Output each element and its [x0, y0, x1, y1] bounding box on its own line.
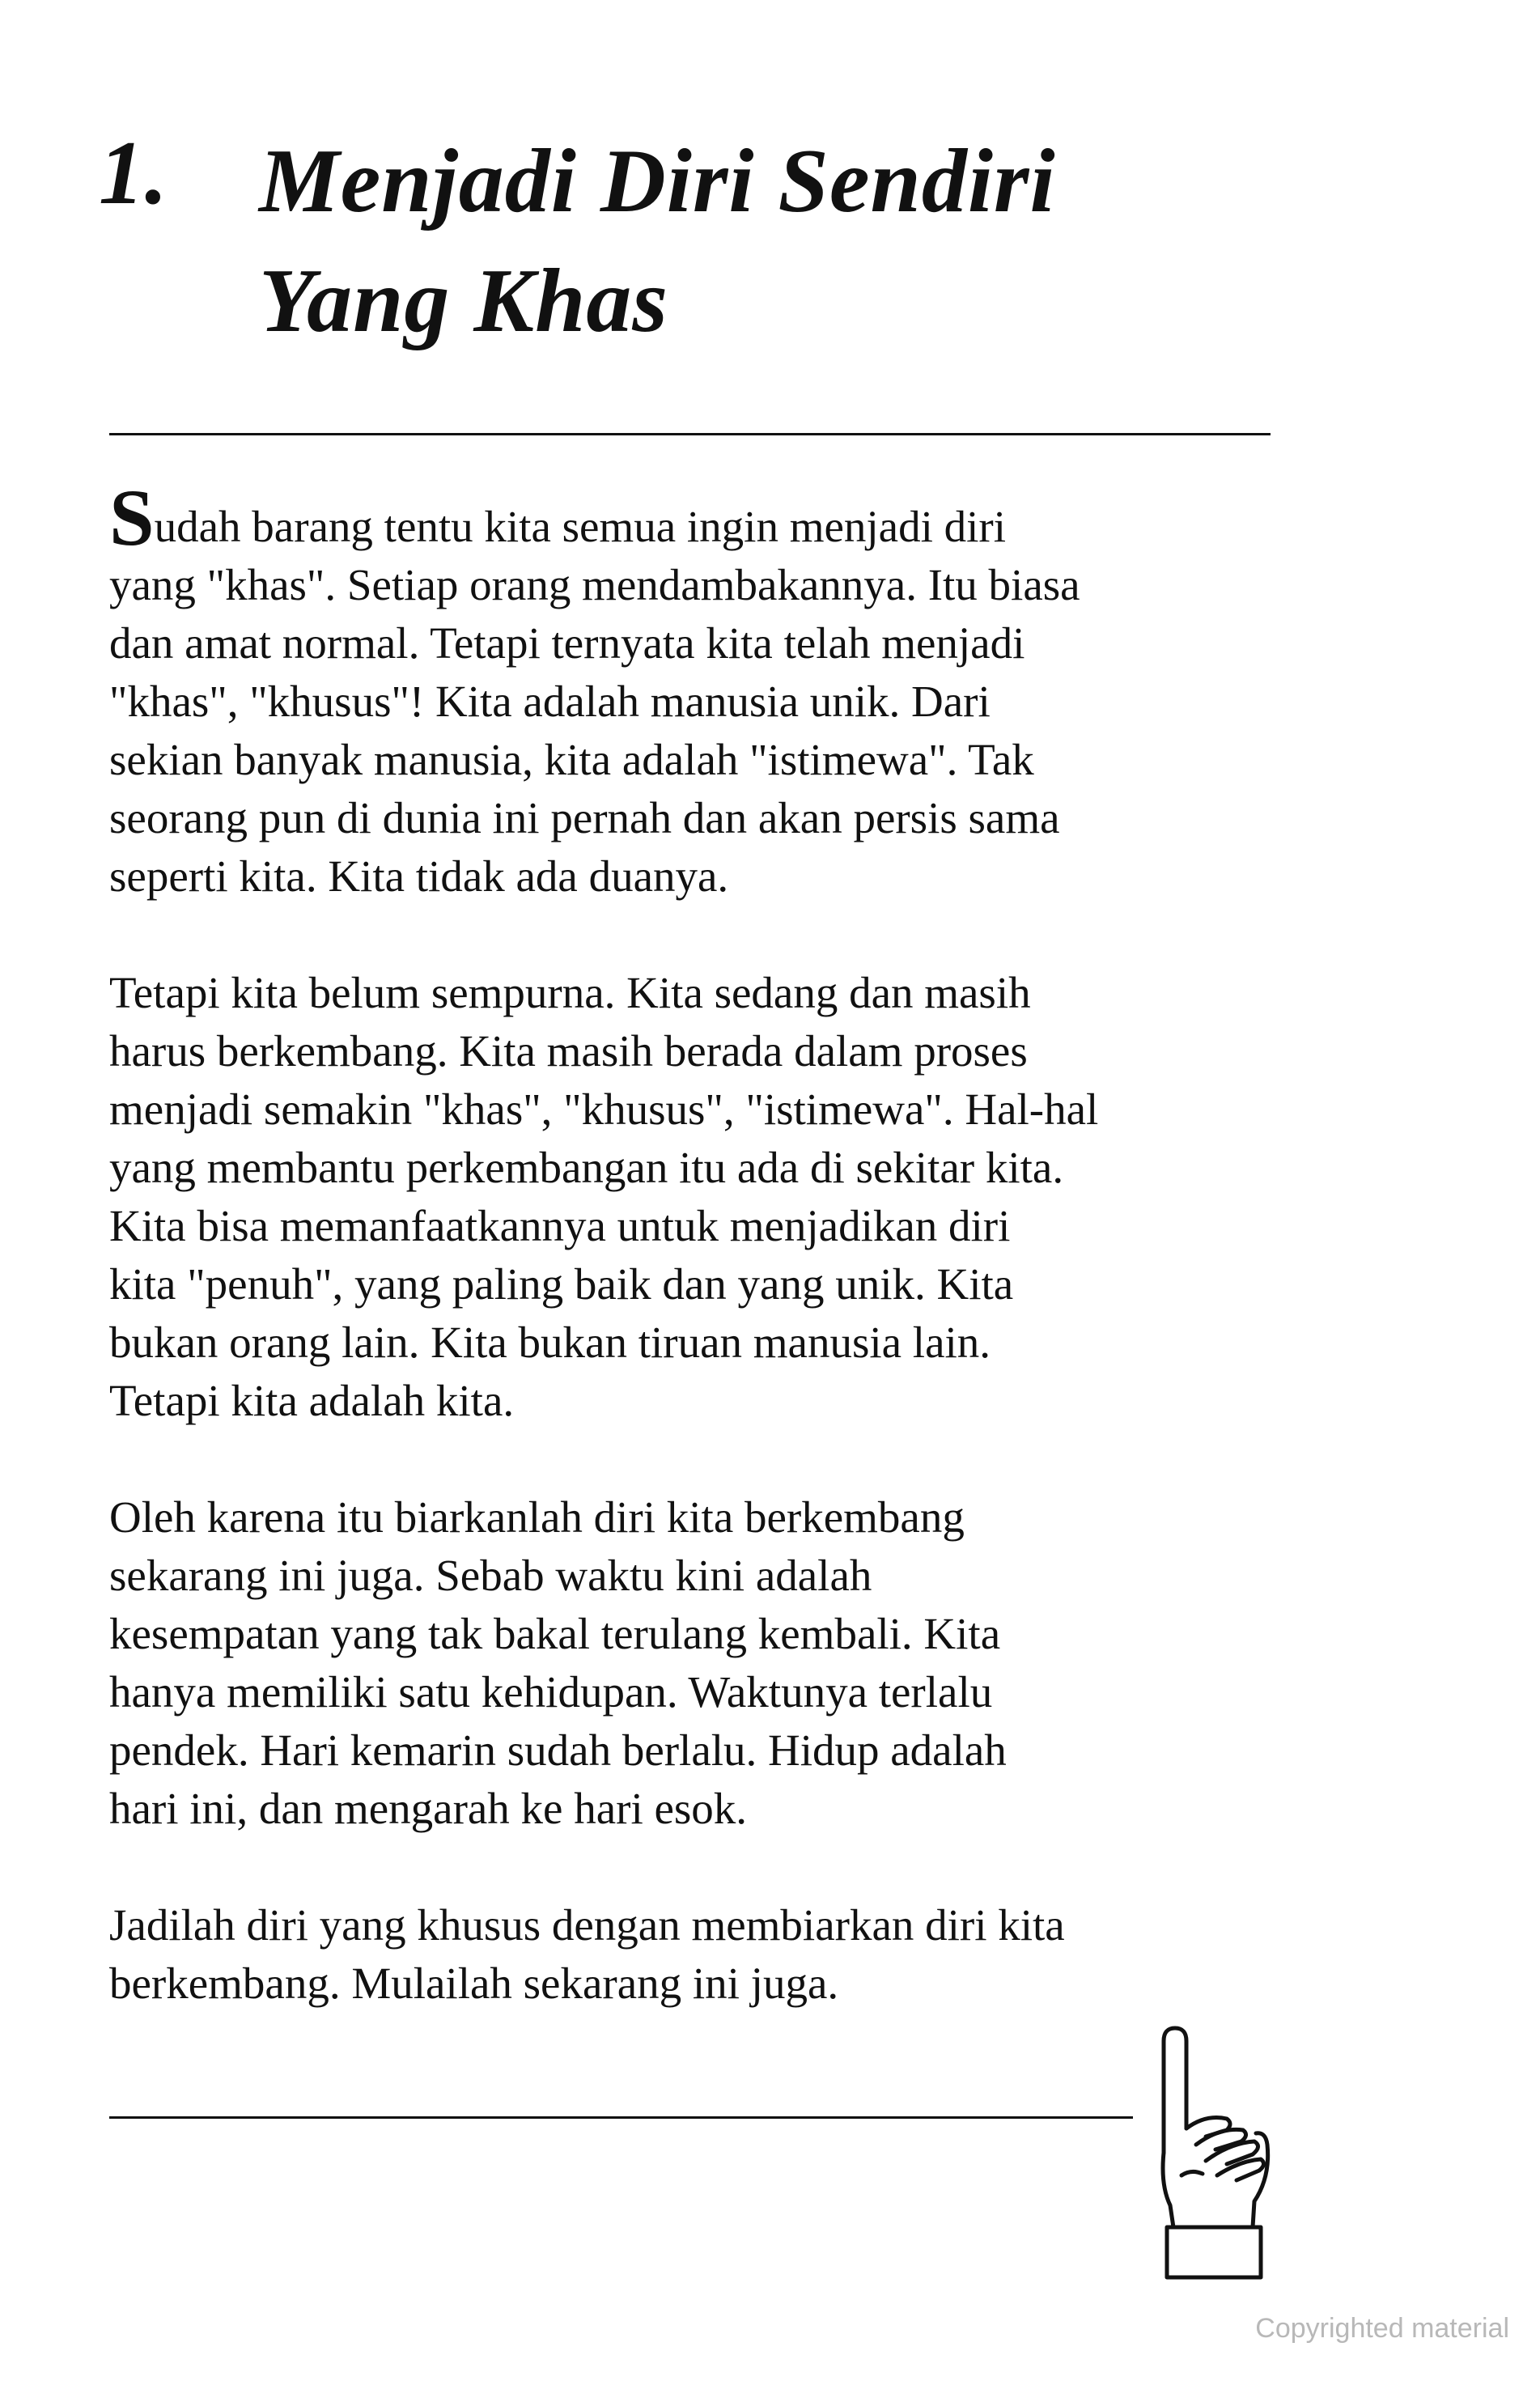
paragraph-line: pendek. Hari kemarin sudah berlalu. Hidup adalah [109, 1725, 1007, 1775]
paragraph-line: seorang pun di dunia ini pernah dan akan persis sama [109, 793, 1060, 842]
paragraph-line: yang membantu perkembangan itu ada di sekitar kita. [109, 1143, 1064, 1192]
chapter-title-line-2: Yang Khas [259, 251, 668, 351]
top-divider [109, 433, 1271, 435]
paragraph-line-text: udah barang tentu kita semua ingin menjadi diri [154, 502, 1006, 551]
paragraph-line: "khas", "khusus"! Kita adalah manusia unik. Dari [109, 677, 991, 726]
paragraph-line: berkembang. Mulailah sekarang ini juga. [109, 1959, 839, 2008]
chapter-title-line-1: Menjadi Diri Sendiri [259, 131, 1056, 231]
paragraph-2 [109, 964, 1299, 1430]
pointing-hand-icon [1149, 2023, 1279, 2290]
paragraph-line: kita "penuh", yang paling baik dan yang unik. Kita [109, 1259, 1014, 1309]
paragraph-line: menjadi semakin "khas", "khusus", "istimewa". Hal-hal [109, 1084, 1099, 1134]
chapter-title [259, 121, 1056, 361]
paragraph-line: Kita bisa memanfaatkannya untuk menjadikan diri [109, 1201, 1011, 1250]
paragraph-4 [109, 1896, 1299, 2013]
paragraph-line: Oleh karena itu biarkanlah diri kita berkembang [109, 1492, 965, 1542]
paragraph-line: Tetapi kita belum sempurna. Kita sedang dan masih [109, 968, 1031, 1017]
paragraph-line: Tetapi kita adalah kita. [109, 1376, 515, 1425]
paragraph-1 [109, 473, 1299, 906]
paragraph-line: dan amat normal. Tetapi ternyata kita telah menjadi [109, 618, 1025, 668]
paragraph-line: yang "khas". Setiap orang mendambakannya. Itu biasa [109, 560, 1080, 609]
paragraph-3 [109, 1488, 1299, 1838]
copyright-watermark: Copyrighted material [1255, 2313, 1509, 2344]
paragraph-line: Jadilah diri yang khusus dengan membiarkan diri kita [109, 1900, 1065, 1950]
bottom-divider [109, 2116, 1133, 2119]
drop-cap: S [109, 473, 155, 562]
body-text [109, 473, 1299, 2071]
paragraph-line: harus berkembang. Kita masih berada dalam proses [109, 1026, 1028, 1076]
paragraph-line: bukan orang lain. Kita bukan tiruan manusia lain. [109, 1318, 991, 1367]
paragraph-line: sekarang ini juga. Sebab waktu kini adalah [109, 1551, 872, 1600]
paragraph-line [109, 473, 1299, 562]
paragraph-line: hari ini, dan mengarah ke hari esok. [109, 1784, 748, 1833]
chapter-number: 1. [99, 123, 168, 223]
paragraph-line: seperti kita. Kita tidak ada duanya. [109, 851, 729, 901]
paragraph-line: kesempatan yang tak bakal terulang kembali. Kita [109, 1609, 1001, 1658]
paragraph-line: hanya memiliki satu kehidupan. Waktunya terlalu [109, 1667, 993, 1717]
paragraph-line: sekian banyak manusia, kita adalah "istimewa". Tak [109, 735, 1034, 784]
